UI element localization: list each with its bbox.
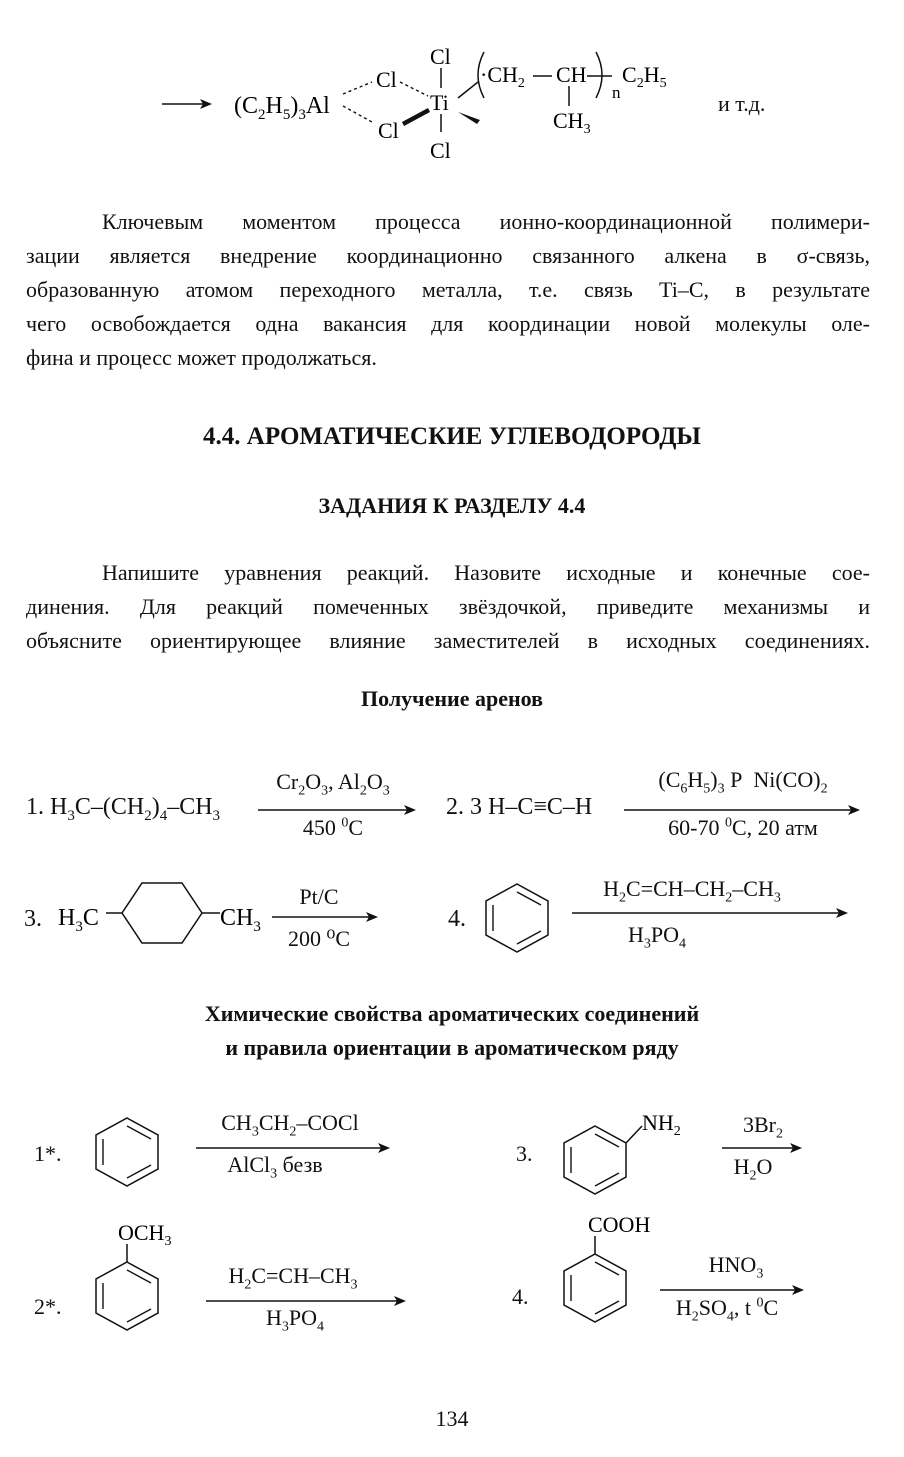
svg-text:CH3: $CH_3$ — [220, 905, 261, 935]
reaction-acetylene: 2. 3 H–C≡C–H — [446, 794, 593, 820]
reaction-number: 2. 3 — [446, 794, 482, 820]
reaction-condition-bottom: $H_2O$ — [733, 1154, 773, 1184]
reaction-condition-bottom: AlCl$_3$ безв — [227, 1152, 323, 1182]
reaction-hexane: 1. $H_3C-(CH_2)_4-CH_3$ — [26, 794, 221, 824]
reaction-number: 1. — [26, 794, 44, 820]
paragraph-instructions — [26, 556, 870, 658]
anisole-structure — [92, 1216, 202, 1346]
section-title: 4.4. АРОМАТИЧЕСКИЕ УГЛЕВОДОРОДЫ — [203, 423, 701, 450]
reaction-condition-bottom: $H_3PO_4$ — [265, 1305, 324, 1335]
reaction-number: 3. — [24, 906, 42, 932]
svg-text:n: n — [612, 83, 621, 102]
svg-text:OCH3: $OCH_3$ — [118, 1220, 172, 1249]
svg-text:CH3: $CH_3$ — [553, 108, 591, 137]
dimethylcyclohexane-structure — [40, 875, 300, 955]
page-number: 134 — [435, 1406, 469, 1431]
reaction-number: 4. — [448, 906, 466, 932]
paragraph-line: объясните ориентирующее влияние заместителей в исходных соединениях. — [26, 628, 870, 653]
subsection-title-properties-1: Химические свойства ароматических соединений — [204, 1001, 700, 1026]
svg-text:Cl: Cl — [430, 44, 451, 69]
reaction-number: 3. — [516, 1141, 533, 1166]
paragraph-line: образованную атомом переходного металла, т.е. связь Ti–C, в результате — [26, 277, 870, 302]
paragraph-line: зации является внедрение координационно связанного алкена в σ-связь, — [26, 243, 870, 268]
reaction-condition-top: $H_2C=CH-CH_3$ — [228, 1263, 358, 1293]
reaction-condition-top: $Cr_2O_3$, $Al_2O_3$ — [276, 769, 390, 799]
svg-text:C2H5: $C_2H_5$ — [622, 62, 667, 91]
reaction-condition-bottom: $H_3PO_4$ — [627, 922, 686, 952]
reaction-number: 4. — [512, 1284, 529, 1309]
svg-text:NH2: $NH_2$ — [642, 1110, 681, 1139]
subsection-title-properties-2: и правила ориентации в ароматическом ряду — [225, 1035, 679, 1060]
reaction-condition-top: Pt/C — [299, 884, 339, 909]
reaction-condition-bottom: 200 ⁰C — [288, 926, 350, 951]
reaction-condition-top: $CH_3CH_2$–COCl — [221, 1110, 359, 1140]
reaction-condition-bottom: 60-70 $^0$C, 20 атм — [668, 815, 818, 840]
paragraph-line: динения. Для реакций помеченных звёздочкой, приведите механизмы и — [26, 594, 870, 619]
reaction-condition-top: $HNO_3$ — [708, 1252, 764, 1282]
svg-text:Cl: Cl — [430, 138, 451, 163]
paragraph-line: Ключевым моментом процесса ионно-координационной полимери- — [102, 209, 870, 234]
svg-text:H3C: $H_3C$ — [58, 905, 99, 935]
svg-text:·CH2: $\cdot CH_2$ — [480, 62, 525, 91]
reaction-condition-top: $H_2C=CH-CH_2-CH_3$ — [603, 876, 781, 906]
reaction-number: 1*. — [34, 1141, 62, 1166]
paragraph-polymerization — [26, 205, 870, 375]
paragraph-line: чего освобождается одна вакансия для координации новой молекулы оле- — [26, 311, 870, 336]
reaction-condition-bottom: 450 $^0$C — [302, 815, 364, 840]
benzene-ring — [92, 1114, 162, 1190]
reaction-number: 2*. — [34, 1294, 62, 1319]
svg-text:Cl: Cl — [376, 67, 397, 92]
paragraph-line: фина и процесс может продолжаться. — [26, 345, 377, 370]
reaction-arrow — [722, 1141, 806, 1155]
titanium-complex-structure — [0, 0, 904, 175]
svg-text:CH: CH — [556, 62, 587, 87]
reaction-condition-top: $3Br_2$ — [743, 1112, 783, 1142]
titanium-complex-scheme — [0, 0, 904, 175]
reaction-arrow — [572, 906, 852, 920]
svg-text:Cl: Cl — [378, 118, 399, 143]
svg-text:(C2H5)3Al: $(C_2H_5)_3Al$ — [234, 93, 330, 123]
aniline-structure — [560, 1108, 710, 1198]
reaction-arrow — [272, 910, 382, 924]
svg-text:COOH: COOH — [588, 1212, 651, 1237]
etc-label: и т.д. — [718, 91, 766, 116]
reaction-condition-bottom: $H_2SO_4$, t $^0$C — [675, 1295, 779, 1325]
subsection-title-arenes: Получение аренов — [361, 686, 543, 711]
paragraph-line: Напишите уравнения реакций. Назовите исходные и конечные сое- — [102, 560, 870, 585]
reaction-condition-top: $(C_6H_5)_3$ P $Ni(CO)_2$ — [658, 767, 828, 797]
benzene-ring — [482, 880, 552, 956]
tasks-title: ЗАДАНИЯ К РАЗДЕЛУ 4.4 — [318, 493, 586, 518]
svg-text:Ti: Ti — [430, 90, 449, 115]
